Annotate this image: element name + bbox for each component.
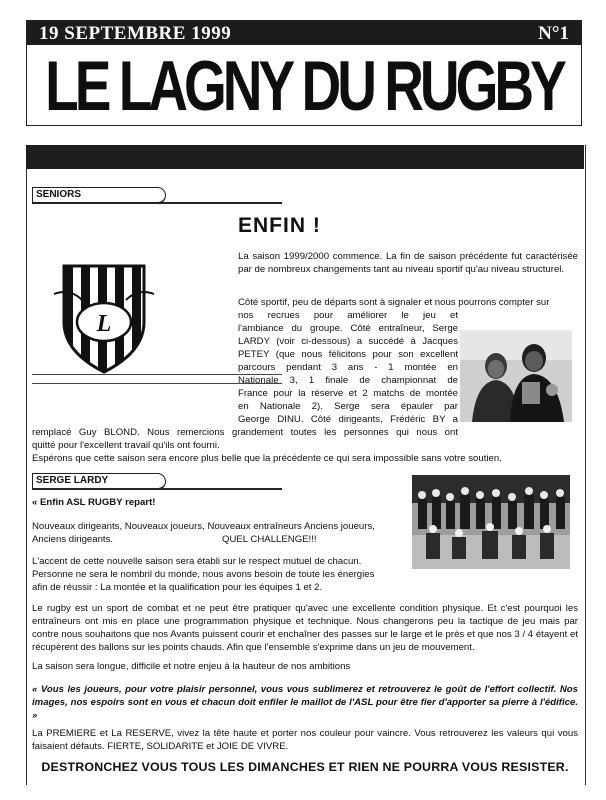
seniors-paragraph-2-line-2: nos recrues pour améliorer le jeu et — [238, 310, 458, 321]
lardy-challenge-text: QUEL CHALLENGE!!! — [222, 534, 317, 545]
seniors-paragraph-2-line-11: remplacé Guy BLOND. Nous remercions grandement toutes les personnes qui nous ont — [32, 427, 458, 438]
lardy-paragraph-2-line-2: Personne ne sera le nombril du monde, nous avons besoin de toute les énergies — [32, 569, 375, 580]
masthead — [26, 20, 582, 126]
section-label-lardy: SERGE LARDY — [36, 475, 109, 486]
seniors-paragraph-1: La saison 1999/2000 commence. La fin de saison précédente fut caractérisée par de nombreux changements tant au niveau sportif qu'au niveau structurel. — [238, 251, 578, 275]
seniors-paragraph-2-line-3: l'ambiance du groupe. Côté entraîneur, Serge — [238, 323, 458, 334]
seniors-paragraph-2-line-10: George DINU. Côté dirigeants, Frédéric BY a — [238, 414, 458, 425]
seniors-paragraph-2-line-12: quitté pour l'excellent travail qu'ils ont fourni. — [32, 440, 220, 451]
club-crest-logo — [50, 252, 158, 376]
lardy-paragraph-2-line-3: afin de réussir : La montée et la qualification pour les équipes 1 et 2. — [32, 582, 323, 593]
lardy-paragraph-4: La saison sera longue, difficile et notre enjeu à la hauteur de nos ambitions — [32, 661, 351, 672]
team-photo — [412, 475, 570, 569]
section-rule-seniors — [32, 202, 282, 204]
seniors-paragraph-2-line-6: parcours pendant 3 ans - 1 montée en — [238, 362, 458, 373]
seniors-paragraph-2-line-8: France pour la réserve et 2 matchs de montée — [238, 388, 458, 399]
date-bar — [27, 21, 581, 45]
issue-date: 19 SEPTEMBRE 1999 — [39, 23, 232, 44]
section-label-seniors: SENIORS — [36, 189, 82, 200]
lardy-paragraph-6: La PREMIERE et La RESERVE, vivez la tête haute et porter nos couleur pour vaincre. Vous retrouverez les valeurs qui vous faisaient défauts. FIERTE, SOLIDARITE et JOIE DE VIVRE. — [32, 728, 578, 752]
seniors-paragraph-2-line-9: en Nationale 2). Serge sera épauler par — [238, 401, 458, 412]
lardy-paragraph-3: Le rugby est un sport de combat et ne peut être pratiquer qu'avec une excellente condition physique. Et c'est pourquoi les entraîneurs ont mis en place une programmation physique et technique. Nous changerons peu la tactique de jeu mais par contre nous souhaitons que nos Avants puissent courir et enchaîner des passes sur le large et le près et que nos 3 / 4 étayent et récupèrent des ballons sur les points chauds. Afin que l'ensemble s'exprime dans un jeu de mouvement. — [32, 603, 578, 653]
coaches-photo — [460, 330, 572, 422]
footer-slogan: DESTRONCHEZ VOUS TOUS LES DIMANCHES ET RIEN NE POURRA VOUS RESISTER. — [41, 760, 569, 774]
seniors-paragraph-2-line-5: PETEY (que nous félicitons pour son excellent — [238, 349, 458, 360]
seniors-paragraph-2-line-1: Côté sportif, peu de départs sont à signaler et nous pourrons compter sur — [238, 297, 550, 308]
header-band — [26, 145, 584, 169]
svg-text:L: L — [96, 311, 112, 337]
lardy-paragraph-1-line-2a: Anciens dirigeants. — [32, 534, 114, 545]
section-rule-lardy — [32, 488, 282, 490]
lardy-paragraph-2-line-1: L'accent de cette nouvelle saison sera établi sur le respect mutuel de chacun. — [32, 556, 362, 567]
lardy-paragraph-1-line-1: Nouveaux dirigeants, Nouveaux joueurs, Nouveaux entraîneurs Anciens joueurs, — [32, 521, 375, 532]
lardy-quote-paragraph: « Vous les joueurs, pour votre plaisir personnel, vous vous sublimerez et retrouverez le goût de l'effort collectif. Nos images, nos espoirs sont en vous et chacun doit enfiler le maillot de l'ASL pour être fier d'apporter sa pierre à l'édifice. » — [32, 684, 578, 721]
newspaper-title: LE LAGNY DU RUGBY — [45, 45, 563, 126]
lardy-intro: « Enfin ASL RUGBY repart! — [32, 497, 156, 508]
seniors-paragraph-2-line-7: Nationale 3, 1 finale de championnat de — [238, 375, 458, 386]
article-headline: ENFIN ! — [238, 214, 321, 237]
seniors-paragraph-3: Espérons que cette saison sera encore plus belle que la précédente ce qui sera impossible sans votre soutien. — [32, 453, 502, 464]
issue-number: N°1 — [538, 23, 569, 44]
seniors-paragraph-2-line-4: LARDY (voir ci-dessous) a succédé à Jacques — [238, 336, 458, 347]
